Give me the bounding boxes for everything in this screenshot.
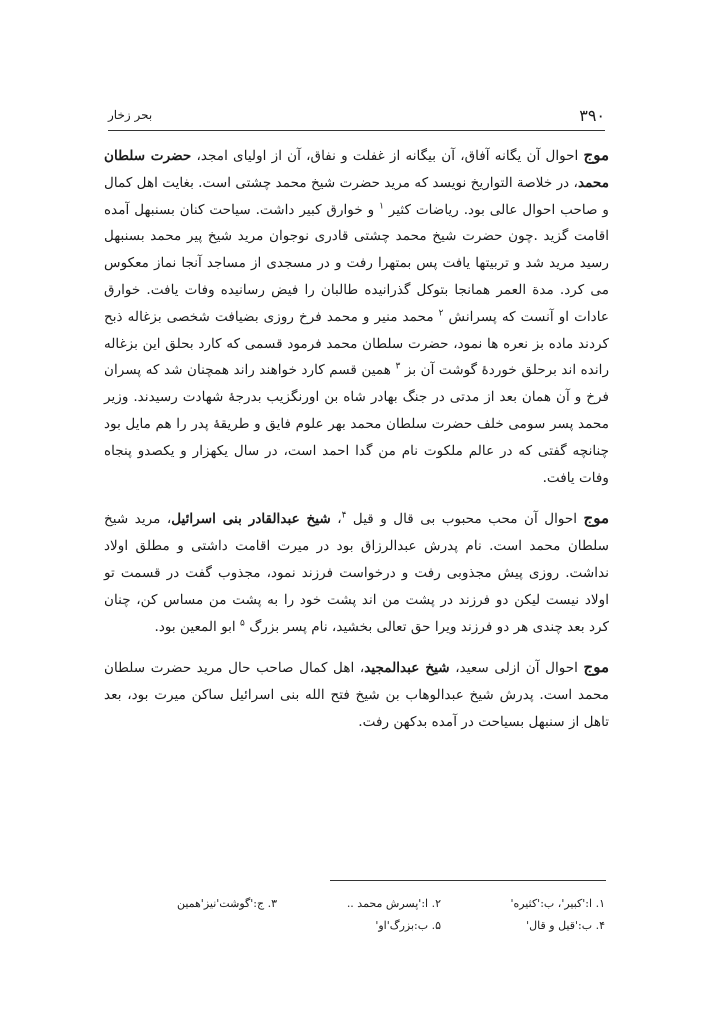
person-name: حضرت سلطان محمد	[104, 148, 609, 191]
paragraph	[104, 505, 609, 640]
footnote: ۱. ا:'کبیر'، ب:'کثیره'	[510, 896, 605, 910]
person-name: شیخ عبدالقادر بنی اسرائیل	[171, 511, 331, 528]
person-name: شیخ عبدالمجید	[364, 660, 450, 677]
page-header	[108, 104, 605, 131]
footnote-ref: ۵	[240, 618, 245, 629]
main-text	[104, 142, 609, 750]
footnotes	[108, 892, 605, 936]
footnote: ۲. ا:'پسرش محمد ..	[346, 896, 441, 910]
text-run: ، اهل کمال صاحب حال مرید حضرت سلطان محمد است. پدرش شیخ عبدالوهاب بن شیخ فتح الله بنی اسرائیل ساکن میرت بود، بعد تاهل از سنبهل بسیاحت در آمده بدکهن رفت.	[104, 660, 609, 730]
text-run: محمد منیر و محمد فرخ روزی بضیافت شخصی بزغاله ذبح کردند ماده بز نعره ها نمود، حضرت سلطان محمد فرمود قسمی که کارد بحلق این بزغاله رانده اند برحلق خوردهٔ گوشت آن بز	[104, 308, 610, 379]
paragraph	[104, 142, 609, 491]
section-keyword: موج	[583, 658, 609, 677]
footnote-ref: ۴	[341, 510, 347, 521]
text-run: ، مرید شیخ سلطان محمد است. نام پدرش عبدالرزاق بود در میرت اقامت داشتی و مطلق اولاد نداشت. روزی پیش مجذوبی رفت و درخواست فرزند نمود، مجذوب گفت در قسمت تو اولاد نیست لیکن دو فرزند در پشت من اند پشت خود را به پشت من مساس کن، چنان کرد بعد چندی هر دو فرزند ویرا حق تعالی بخشید، نام پسر بزرگ	[104, 511, 609, 635]
section-keyword: موج	[583, 509, 609, 528]
footnote: ۴. ب:'قیل و قال'	[526, 918, 605, 932]
footnote-row	[108, 914, 605, 936]
footnote: ۳. ج:'گوشت'نیز'همین	[176, 896, 277, 910]
text-run: ،	[330, 511, 342, 528]
text-run: ابو المعین بود.	[154, 618, 241, 635]
text-run: همین قسم کارد خواهند راند همچنان شد که پسران فرخ و آن همان بعد از مدتی در جنگ بهادر شاه بن اورنگزیب بدرجهٔ شهادت رسیدند. وزیر محمد پسر سومی خلف حضرت سلطان محمد بهر علوم فایق و طریقهٔ پدر را هم مایل بود چنانچه گفتی که در عالم ملکوت نام من گدا احمد است، در سال یکهزار و یکصدو پنجاه وفات یافت.	[104, 362, 609, 486]
running-title: بحر زخار	[108, 108, 153, 122]
footnote: ۵. ب:بزرگ'او'	[375, 918, 441, 932]
text-run: احوال آن یگانه آفاق، آن بیگانه از غفلت و نفاق، آن از اولیای امجد،	[191, 148, 584, 164]
text-run: احوال آن ازلی سعید،	[449, 660, 584, 677]
paragraph	[104, 654, 609, 735]
footnote-ref: ۱	[379, 201, 384, 212]
footnote-ref: ۲	[438, 308, 444, 319]
footnote-ref: ۳	[395, 361, 401, 372]
page-number: ۳۹۰	[579, 106, 605, 125]
text-run: و خوارق کبیر داشت. سیاحت کنان بسنبهل آمده اقامت گزید .چون حضرت شیخ محمد چشتی قادری نوجوان مرید شیخ پیر محمد بسنبهل رسید مرید شد و تربیتها یافت پس بمتهرا رفت و در مسجدی از مساجد آنجا نماز معکوس می کرد. مدة العمر همانجا بتوکل گذرانیده طالبان را فیض رسانیده وفات یافت. خوارق عادات او آنست که پسرانش	[104, 201, 609, 325]
text-run: احوال آن محب محبوب بی قال و قیل	[346, 511, 584, 528]
footnote-row	[108, 892, 605, 914]
footnote-separator	[330, 880, 606, 881]
text-run: ، در خلاصة التواریخ نویسد که مرید حضرت شیخ محمد چشتی است. بغایت اهل کمال و صاحب احوال عالی بود. ریاضات کثیر	[104, 174, 609, 218]
section-keyword: موج	[583, 146, 610, 164]
